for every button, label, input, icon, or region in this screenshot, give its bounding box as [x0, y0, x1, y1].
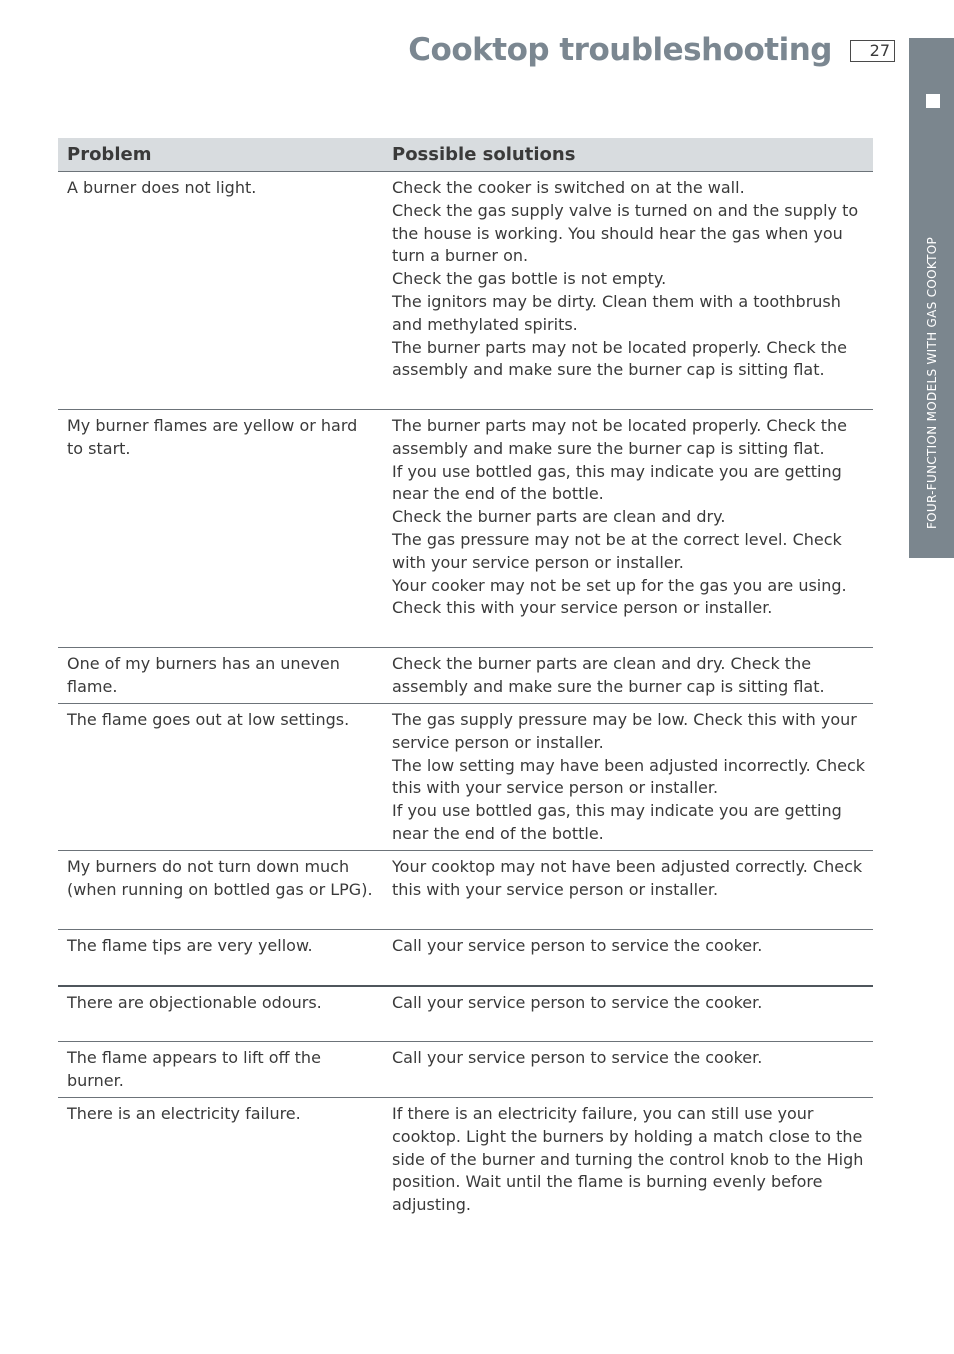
problem-cell: The flame goes out at low settings.	[58, 704, 383, 851]
solutions-cell	[383, 704, 873, 851]
solution-text: Call your service person to service the cooker.	[392, 1048, 763, 1067]
solution-text: Call your service person to service the cooker.	[392, 936, 763, 955]
table-row	[58, 172, 873, 410]
solution-text: The gas supply pressure may be low. Check this with your service person or installer.	[392, 710, 857, 752]
solution-text: If there is an electricity failure, you can still use your cooktop. Light the burners by holding a match close to the side of the burner and turning the control knob to the High position. Wait until the flame is burning evenly before adjusting.	[392, 1104, 864, 1215]
table-row	[58, 851, 873, 930]
troubleshooting-table	[58, 138, 873, 1219]
problem-cell: One of my burners has an uneven flame.	[58, 648, 383, 704]
solution-text: Check the burner parts are clean and dry.	[392, 507, 726, 527]
solution-text: If you use bottled gas, this may indicate you are getting near the end of the bottle.	[392, 461, 842, 504]
solutions-cell	[383, 986, 873, 1042]
problem-cell: There is an electricity failure.	[67, 1104, 301, 1123]
table-row	[58, 704, 873, 851]
solutions-cell	[383, 648, 873, 704]
table-row	[58, 1042, 873, 1098]
side-tab-label: FOUR-FUNCTION MODELS WITH GAS COOKTOP	[925, 236, 939, 530]
solution-text: The burner parts may not be located properly. Check the assembly and make sure the burner cap is sitting flat.	[392, 337, 847, 380]
problem-cell: The flame tips are very yellow.	[58, 930, 383, 986]
solutions-cell	[383, 930, 873, 986]
solutions-cell	[383, 1042, 873, 1098]
problem-cell: My burner flames are yellow or hard to start.	[58, 410, 383, 648]
solution-text: Check the burner parts are clean and dry. Check the assembly and make sure the burner cap is sitting flat.	[392, 654, 825, 696]
problem-cell: A burner does not light.	[58, 172, 383, 410]
solutions-cell	[383, 851, 873, 930]
solution-text: If you use bottled gas, this may indicate you are getting near the end of the bottle.	[392, 801, 842, 843]
table-header-row	[58, 138, 873, 172]
problem-cell: My burners do not turn down much (when running on bottled gas or LPG).	[58, 851, 383, 930]
table-row	[58, 410, 873, 648]
solution-text: The ignitors may be dirty. Clean them with a toothbrush and methylated spirits.	[392, 291, 841, 334]
solutions-cell	[383, 1098, 873, 1219]
table-row	[58, 1098, 873, 1219]
solutions-cell	[383, 410, 873, 648]
solution-text: The low setting may have been adjusted incorrectly. Check this with your service person or installer.	[392, 755, 866, 798]
problem-cell: There are objectionable odours.	[58, 986, 383, 1042]
solution-text: The burner parts may not be located properly. Check the assembly and make sure the burner cap is sitting flat.	[392, 416, 847, 458]
column-header-solutions: Possible solutions	[383, 138, 873, 172]
solution-text: Check the gas supply valve is turned on and the supply to the house is working. You should hear the gas when you turn a burner on.	[392, 200, 859, 266]
solution-text: Your cooker may not be set up for the gas you are using. Check this with your service person or installer.	[392, 575, 847, 618]
solution-text: The gas pressure may not be at the correct level. Check with your service person or installer.	[392, 529, 842, 572]
page-number: 27	[850, 40, 895, 62]
side-tab-marker	[926, 94, 940, 108]
table-row	[58, 986, 873, 1042]
solution-text: Check the cooker is switched on at the wall.	[392, 178, 745, 197]
table-row	[58, 648, 873, 704]
solution-text: Check the gas bottle is not empty.	[392, 269, 667, 289]
solutions-cell	[383, 172, 873, 410]
solution-text: Your cooktop may not have been adjusted correctly. Check this with your service person or installer.	[392, 857, 863, 899]
side-tab	[909, 38, 954, 558]
problem-cell: The flame appears to lift off the burner.	[58, 1042, 383, 1098]
column-header-problem: Problem	[58, 138, 383, 172]
page-title: Cooktop troubleshooting	[408, 32, 832, 68]
solution-text: Call your service person to service the cooker.	[392, 992, 763, 1012]
table-row	[58, 930, 873, 986]
